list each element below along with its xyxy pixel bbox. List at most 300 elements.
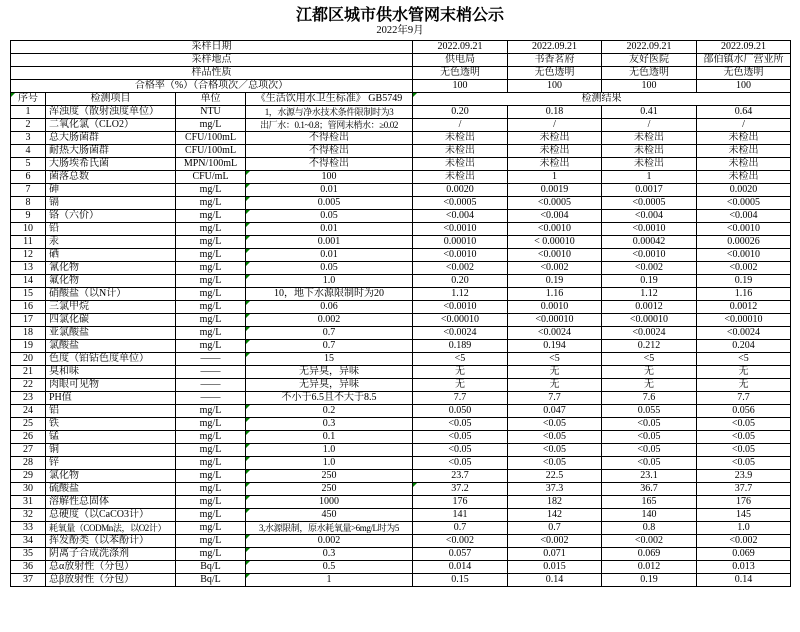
column-header-row <box>11 93 791 106</box>
table-row <box>11 210 791 223</box>
item-name: 铅 <box>46 223 176 236</box>
info-value: 100 <box>602 80 697 93</box>
item-standard: 1 <box>246 574 413 587</box>
table-row <box>11 158 791 171</box>
item-unit: mg/L <box>176 418 246 431</box>
row-number: 22 <box>11 379 46 392</box>
table-row <box>11 392 791 405</box>
result-value: <0.05 <box>413 444 508 457</box>
result-value: 0.212 <box>602 340 697 353</box>
row-number: 20 <box>11 353 46 366</box>
result-value: <0.00010 <box>697 314 791 327</box>
info-value: 无色透明 <box>697 67 791 80</box>
item-unit: mg/L <box>176 197 246 210</box>
item-unit: —— <box>176 392 246 405</box>
water-quality-table <box>10 40 791 587</box>
item-unit: mg/L <box>176 184 246 197</box>
info-value: 书香茗府 <box>508 54 602 67</box>
item-unit: mg/L <box>176 301 246 314</box>
result-value: <0.0005 <box>697 197 791 210</box>
row-number: 25 <box>11 418 46 431</box>
result-value: 23.7 <box>413 470 508 483</box>
result-value: <0.0005 <box>508 197 602 210</box>
result-value: <0.002 <box>697 535 791 548</box>
result-value: 0.194 <box>508 340 602 353</box>
item-unit: mg/L <box>176 340 246 353</box>
item-standard: 10，地下水源限制时为20 <box>246 288 413 301</box>
item-unit: mg/L <box>176 210 246 223</box>
row-number: 28 <box>11 457 46 470</box>
item-standard: 0.2 <box>246 405 413 418</box>
result-value: 0.0020 <box>697 184 791 197</box>
result-value: 22.5 <box>508 470 602 483</box>
result-value: / <box>602 119 697 132</box>
result-value: <0.00010 <box>413 314 508 327</box>
item-unit: mg/L <box>176 223 246 236</box>
result-value: 7.7 <box>413 392 508 405</box>
result-value: 无 <box>508 366 602 379</box>
info-label: 合格率（%）（合格项次／总项次） <box>11 80 413 93</box>
result-value: <0.002 <box>413 262 508 275</box>
header-no: 序号 <box>11 93 46 106</box>
result-value: <0.004 <box>602 210 697 223</box>
row-number: 12 <box>11 249 46 262</box>
row-number: 8 <box>11 197 46 210</box>
item-unit: mg/L <box>176 431 246 444</box>
row-number: 10 <box>11 223 46 236</box>
item-name: 臭和味 <box>46 366 176 379</box>
result-value: 176 <box>697 496 791 509</box>
item-name: 大肠埃希氏菌 <box>46 158 176 171</box>
item-name: 阴离子合成洗涤剂 <box>46 548 176 561</box>
result-value: <0.0010 <box>508 249 602 262</box>
info-value: 100 <box>697 80 791 93</box>
row-number: 13 <box>11 262 46 275</box>
item-standard: 0.001 <box>246 236 413 249</box>
table-row <box>11 119 791 132</box>
result-value: <5 <box>697 353 791 366</box>
result-value: 0.19 <box>602 574 697 587</box>
item-standard: 1，水源与净水技术条件限制时为3 <box>246 106 413 119</box>
row-number: 18 <box>11 327 46 340</box>
item-name: 砷 <box>46 184 176 197</box>
table-row <box>11 483 791 496</box>
row-number: 34 <box>11 535 46 548</box>
result-value: 未检出 <box>508 145 602 158</box>
row-number: 14 <box>11 275 46 288</box>
item-name: 氯酸盐 <box>46 340 176 353</box>
result-value: 0.204 <box>697 340 791 353</box>
item-unit: mg/L <box>176 288 246 301</box>
item-standard: 不得检出 <box>246 132 413 145</box>
row-number: 23 <box>11 392 46 405</box>
item-standard: 1.0 <box>246 275 413 288</box>
item-name: 亚氯酸盐 <box>46 327 176 340</box>
result-value: 142 <box>508 509 602 522</box>
item-unit: mg/L <box>176 314 246 327</box>
table-row <box>11 457 791 470</box>
result-value: <0.0010 <box>508 223 602 236</box>
item-name: 溶解性总固体 <box>46 496 176 509</box>
result-value: 0.64 <box>697 106 791 119</box>
item-unit: mg/L <box>176 327 246 340</box>
result-value: 0.0020 <box>413 184 508 197</box>
result-value: 0.014 <box>413 561 508 574</box>
table-row <box>11 223 791 236</box>
item-name: 硒 <box>46 249 176 262</box>
result-value: <0.05 <box>508 444 602 457</box>
item-name: 铜 <box>46 444 176 457</box>
item-standard: 0.06 <box>246 301 413 314</box>
result-value: <0.05 <box>697 431 791 444</box>
item-name: 总β放射性（分包） <box>46 574 176 587</box>
result-value: <5 <box>508 353 602 366</box>
result-value: <0.0024 <box>508 327 602 340</box>
table-row <box>11 301 791 314</box>
result-value: 未检出 <box>697 145 791 158</box>
row-number: 17 <box>11 314 46 327</box>
item-unit: mg/L <box>176 236 246 249</box>
table-row <box>11 522 791 535</box>
item-standard: 不得检出 <box>246 145 413 158</box>
result-value: <5 <box>413 353 508 366</box>
result-value: 0.20 <box>413 106 508 119</box>
item-standard: 0.002 <box>246 314 413 327</box>
result-value: 0.41 <box>602 106 697 119</box>
result-value: 0.14 <box>508 574 602 587</box>
item-unit: mg/L <box>176 496 246 509</box>
result-value: 37.2 <box>413 483 508 496</box>
table-row <box>11 405 791 418</box>
page-title: 江都区城市供水管网末梢公示 <box>295 5 504 24</box>
result-value: 1.16 <box>697 288 791 301</box>
result-value: <0.002 <box>602 262 697 275</box>
result-value: <0.0010 <box>697 249 791 262</box>
item-name: 硫酸盐 <box>46 483 176 496</box>
result-value: 1.12 <box>413 288 508 301</box>
result-value: 37.3 <box>508 483 602 496</box>
result-value: <0.0005 <box>602 197 697 210</box>
result-value: 未检出 <box>508 132 602 145</box>
result-value: 182 <box>508 496 602 509</box>
result-value: 140 <box>602 509 697 522</box>
row-number: 7 <box>11 184 46 197</box>
info-row-sampling-date <box>11 41 791 54</box>
info-value: 无色透明 <box>413 67 508 80</box>
info-value: 供电局 <box>413 54 508 67</box>
result-value: <0.0010 <box>413 223 508 236</box>
item-name: 耗氧量（CODMn法，以O2计） <box>46 522 176 535</box>
row-number: 11 <box>11 236 46 249</box>
result-value: / <box>413 119 508 132</box>
header-result: 检测结果 <box>413 93 791 106</box>
result-value: 0.047 <box>508 405 602 418</box>
row-number: 26 <box>11 431 46 444</box>
info-row-sampling-location <box>11 54 791 67</box>
item-name: 镉 <box>46 197 176 210</box>
row-number: 30 <box>11 483 46 496</box>
result-value: <0.002 <box>602 535 697 548</box>
table-row <box>11 275 791 288</box>
result-value: <0.0024 <box>697 327 791 340</box>
item-unit: mg/L <box>176 548 246 561</box>
item-standard: 3,水源限制，原水耗氧量>6mg/L时为5 <box>246 522 413 535</box>
item-standard: 1.0 <box>246 444 413 457</box>
row-number: 35 <box>11 548 46 561</box>
item-standard: 100 <box>246 171 413 184</box>
result-value: 未检出 <box>602 145 697 158</box>
row-number: 31 <box>11 496 46 509</box>
table-row <box>11 496 791 509</box>
header-unit: 单位 <box>176 93 246 106</box>
info-value: 100 <box>508 80 602 93</box>
item-standard: 0.005 <box>246 197 413 210</box>
item-unit: —— <box>176 366 246 379</box>
item-name: 菌落总数 <box>46 171 176 184</box>
item-name: 总硬度（以CaCO3计） <box>46 509 176 522</box>
item-name: PH值 <box>46 392 176 405</box>
item-standard: 0.01 <box>246 249 413 262</box>
item-standard: 0.3 <box>246 548 413 561</box>
result-value: <0.004 <box>508 210 602 223</box>
item-name: 锰 <box>46 431 176 444</box>
item-name: 铁 <box>46 418 176 431</box>
info-value: 无色透明 <box>602 67 697 80</box>
result-value: <0.002 <box>697 262 791 275</box>
result-value: 未检出 <box>697 132 791 145</box>
table-row <box>11 262 791 275</box>
item-standard: 0.002 <box>246 535 413 548</box>
result-value: 36.7 <box>602 483 697 496</box>
info-row-sample-nature <box>11 67 791 80</box>
item-standard: 0.3 <box>246 418 413 431</box>
table-row <box>11 314 791 327</box>
result-value: 0.19 <box>602 275 697 288</box>
result-value: <0.05 <box>697 457 791 470</box>
result-value: <0.0024 <box>602 327 697 340</box>
result-value: 0.8 <box>602 522 697 535</box>
row-number: 24 <box>11 405 46 418</box>
item-standard: 无异臭，异味 <box>246 366 413 379</box>
table-row <box>11 535 791 548</box>
result-value: 0.00026 <box>697 236 791 249</box>
info-section <box>11 41 791 106</box>
report-month: 2022年9月 <box>376 25 424 36</box>
item-unit: mg/L <box>176 483 246 496</box>
item-standard: 1000 <box>246 496 413 509</box>
result-value: <0.05 <box>602 418 697 431</box>
result-value: 0.071 <box>508 548 602 561</box>
item-standard: 250 <box>246 483 413 496</box>
item-unit: mg/L <box>176 509 246 522</box>
result-value: <0.05 <box>697 418 791 431</box>
result-value: 未检出 <box>697 171 791 184</box>
item-unit: NTU <box>176 106 246 119</box>
result-value: 0.013 <box>697 561 791 574</box>
table-row <box>11 548 791 561</box>
result-value: 1.12 <box>602 288 697 301</box>
result-value: <0.0010 <box>602 223 697 236</box>
table-row <box>11 288 791 301</box>
info-value: 邵伯镇水厂营业所 <box>697 54 791 67</box>
result-value: <0.00010 <box>602 314 697 327</box>
table-row <box>11 184 791 197</box>
item-name: 氟化物 <box>46 275 176 288</box>
result-value: 0.19 <box>697 275 791 288</box>
result-value: 0.015 <box>508 561 602 574</box>
table-row <box>11 327 791 340</box>
item-unit: mg/L <box>176 405 246 418</box>
item-standard: 0.01 <box>246 184 413 197</box>
result-value: 未检出 <box>602 132 697 145</box>
item-name: 总大肠菌群 <box>46 132 176 145</box>
result-value: 无 <box>413 366 508 379</box>
result-value: 0.20 <box>413 275 508 288</box>
row-number: 37 <box>11 574 46 587</box>
info-value: 100 <box>413 80 508 93</box>
info-label: 采样日期 <box>11 41 413 54</box>
table-row <box>11 197 791 210</box>
item-standard: 不小于6.5且不大于8.5 <box>246 392 413 405</box>
item-name: 锌 <box>46 457 176 470</box>
item-name: 耐热大肠菌群 <box>46 145 176 158</box>
result-value: <5 <box>602 353 697 366</box>
item-unit: mg/L <box>176 522 246 535</box>
item-standard: 出厂水：0.1~0.8；管网末梢水：≥0.02 <box>246 119 413 132</box>
result-value: 1.0 <box>697 522 791 535</box>
result-value: 0.0012 <box>697 301 791 314</box>
result-value: 0.069 <box>697 548 791 561</box>
result-value: 145 <box>697 509 791 522</box>
result-value: 23.9 <box>697 470 791 483</box>
item-name: 铬（六价） <box>46 210 176 223</box>
item-name: 浑浊度（散射浊度单位） <box>46 106 176 119</box>
result-value: 未检出 <box>508 158 602 171</box>
table-row <box>11 574 791 587</box>
result-value: 0.15 <box>413 574 508 587</box>
result-value: <0.05 <box>413 431 508 444</box>
table-row <box>11 132 791 145</box>
item-standard: 450 <box>246 509 413 522</box>
result-value: 0.18 <box>508 106 602 119</box>
row-number: 6 <box>11 171 46 184</box>
results-body <box>11 106 791 587</box>
info-row-pass-rate <box>11 80 791 93</box>
result-value: 7.6 <box>602 392 697 405</box>
info-value: 2022.09.21 <box>413 41 508 54</box>
item-standard: 0.05 <box>246 210 413 223</box>
result-value: 0.7 <box>508 522 602 535</box>
table-row <box>11 379 791 392</box>
item-standard: 0.5 <box>246 561 413 574</box>
item-unit: —— <box>176 353 246 366</box>
row-number: 19 <box>11 340 46 353</box>
result-value: 0.189 <box>413 340 508 353</box>
result-value: 无 <box>697 379 791 392</box>
row-number: 29 <box>11 470 46 483</box>
result-value: 1 <box>602 171 697 184</box>
result-value: <0.05 <box>413 457 508 470</box>
table-row <box>11 561 791 574</box>
item-standard: 1.0 <box>246 457 413 470</box>
item-name: 铝 <box>46 405 176 418</box>
result-value: 7.7 <box>508 392 602 405</box>
result-value: / <box>508 119 602 132</box>
item-standard: 0.7 <box>246 340 413 353</box>
row-number: 21 <box>11 366 46 379</box>
result-value: <0.05 <box>508 431 602 444</box>
table-row <box>11 236 791 249</box>
item-standard: 15 <box>246 353 413 366</box>
result-value: 未检出 <box>413 145 508 158</box>
item-name: 汞 <box>46 236 176 249</box>
item-standard: 0.01 <box>246 223 413 236</box>
table-row <box>11 340 791 353</box>
result-value: 无 <box>508 379 602 392</box>
item-unit: —— <box>176 379 246 392</box>
row-number: 2 <box>11 119 46 132</box>
item-unit: mg/L <box>176 470 246 483</box>
info-label: 采样地点 <box>11 54 413 67</box>
row-number: 16 <box>11 301 46 314</box>
result-value: <0.004 <box>697 210 791 223</box>
row-number: 4 <box>11 145 46 158</box>
result-value: 无 <box>413 379 508 392</box>
header-item: 检测项目 <box>46 93 176 106</box>
result-value: 0.00010 <box>413 236 508 249</box>
result-value: 无 <box>602 366 697 379</box>
table-row <box>11 145 791 158</box>
info-value: 无色透明 <box>508 67 602 80</box>
result-value: 37.7 <box>697 483 791 496</box>
result-value: 0.056 <box>697 405 791 418</box>
item-unit: mg/L <box>176 119 246 132</box>
result-value: <0.004 <box>413 210 508 223</box>
item-name: 氯化物 <box>46 470 176 483</box>
item-standard: 0.1 <box>246 431 413 444</box>
result-value: 0.012 <box>602 561 697 574</box>
item-unit: mg/L <box>176 262 246 275</box>
result-value: <0.0010 <box>413 301 508 314</box>
result-value: <0.05 <box>602 431 697 444</box>
info-value: 2022.09.21 <box>602 41 697 54</box>
result-value: 7.7 <box>697 392 791 405</box>
result-value: <0.0005 <box>413 197 508 210</box>
item-unit: mg/L <box>176 457 246 470</box>
result-value: <0.05 <box>602 457 697 470</box>
table-row <box>11 470 791 483</box>
result-value: 0.14 <box>697 574 791 587</box>
table-row <box>11 353 791 366</box>
item-standard: 无异臭，异味 <box>246 379 413 392</box>
result-value: <0.05 <box>508 457 602 470</box>
item-unit: CFU/mL <box>176 171 246 184</box>
table-row <box>11 431 791 444</box>
result-value: 未检出 <box>413 158 508 171</box>
result-value: <0.0024 <box>413 327 508 340</box>
result-value: <0.0010 <box>602 249 697 262</box>
result-value: 未检出 <box>413 132 508 145</box>
table-row <box>11 171 791 184</box>
row-number: 27 <box>11 444 46 457</box>
result-value: <0.05 <box>697 444 791 457</box>
result-value: / <box>697 119 791 132</box>
result-value: < 0.00010 <box>508 236 602 249</box>
result-value: 23.1 <box>602 470 697 483</box>
item-standard: 不得检出 <box>246 158 413 171</box>
result-value: 0.19 <box>508 275 602 288</box>
item-unit: mg/L <box>176 275 246 288</box>
